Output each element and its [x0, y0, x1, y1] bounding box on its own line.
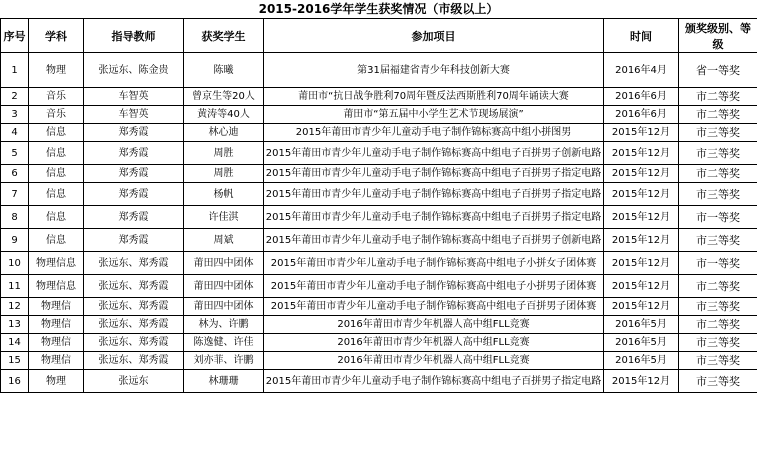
cell-project: 2015年莆田市青少年儿童动手电子制作锦标赛高中组电子百拼男子指定电路	[264, 206, 604, 229]
cell-no: 6	[1, 165, 29, 183]
cell-subject: 物理	[29, 370, 84, 393]
cell-subject: 物理信息	[29, 252, 84, 275]
header-student: 获奖学生	[184, 19, 264, 53]
header-no: 序号	[1, 19, 29, 53]
cell-time: 2015年12月	[604, 252, 679, 275]
cell-time: 2015年12月	[604, 142, 679, 165]
cell-award: 市二等奖	[679, 106, 757, 124]
table-row	[1, 88, 757, 106]
table-row	[1, 229, 757, 252]
cell-project: 第31届福建省青少年科技创新大赛	[264, 53, 604, 88]
cell-award: 市二等奖	[679, 275, 757, 298]
cell-award: 市三等奖	[679, 229, 757, 252]
cell-time: 2016年6月	[604, 106, 679, 124]
cell-time: 2016年5月	[604, 352, 679, 370]
table-row	[1, 352, 757, 370]
table-row	[1, 275, 757, 298]
cell-student: 莆田四中团体	[184, 298, 264, 316]
cell-project: 莆田市“第五届中小学生艺术节现场展演”	[264, 106, 604, 124]
cell-time: 2015年12月	[604, 124, 679, 142]
cell-student: 周斌	[184, 229, 264, 252]
cell-teacher: 郑秀霞	[84, 206, 184, 229]
cell-teacher: 张远东、郑秀霞	[84, 252, 184, 275]
cell-project: 2016年莆田市青少年机器人高中组FLL竞赛	[264, 334, 604, 352]
cell-subject: 信息	[29, 124, 84, 142]
header-project: 参加项目	[264, 19, 604, 53]
cell-time: 2015年12月	[604, 370, 679, 393]
cell-teacher: 郑秀霞	[84, 165, 184, 183]
cell-time: 2015年12月	[604, 298, 679, 316]
cell-teacher: 郑秀霞	[84, 142, 184, 165]
cell-no: 9	[1, 229, 29, 252]
cell-student: 林为、许鹏	[184, 316, 264, 334]
cell-project: 2016年莆田市青少年机器人高中组FLL竞赛	[264, 352, 604, 370]
cell-award: 市一等奖	[679, 252, 757, 275]
cell-award: 市二等奖	[679, 88, 757, 106]
table-row	[1, 165, 757, 183]
cell-teacher: 张远东、郑秀霞	[84, 352, 184, 370]
table-row	[1, 142, 757, 165]
cell-no: 15	[1, 352, 29, 370]
cell-no: 7	[1, 183, 29, 206]
cell-no: 16	[1, 370, 29, 393]
cell-student: 许佳淇	[184, 206, 264, 229]
cell-project: 2015年莆田市青少年儿童动手电子制作锦标赛高中组电子百拼男子指定电路	[264, 370, 604, 393]
cell-award: 省一等奖	[679, 53, 757, 88]
cell-time: 2015年12月	[604, 206, 679, 229]
cell-subject: 信息	[29, 229, 84, 252]
cell-subject: 音乐	[29, 106, 84, 124]
cell-student: 莆田四中团体	[184, 252, 264, 275]
cell-student: 林珊珊	[184, 370, 264, 393]
awards-table	[0, 18, 757, 393]
cell-teacher: 郑秀霞	[84, 183, 184, 206]
cell-no: 11	[1, 275, 29, 298]
table-row	[1, 206, 757, 229]
table-row	[1, 316, 757, 334]
cell-teacher: 张远东、郑秀霞	[84, 298, 184, 316]
cell-project: 2015年莆田市青少年儿童动手电子制作锦标赛高中组电子百拼男子指定电路	[264, 183, 604, 206]
cell-time: 2015年12月	[604, 165, 679, 183]
header-subject: 学科	[29, 19, 84, 53]
cell-teacher: 郑秀霞	[84, 229, 184, 252]
cell-no: 12	[1, 298, 29, 316]
header-time: 时间	[604, 19, 679, 53]
table-row	[1, 124, 757, 142]
cell-award: 市三等奖	[679, 334, 757, 352]
table-row	[1, 183, 757, 206]
cell-teacher: 张远东、郑秀霞	[84, 275, 184, 298]
cell-award: 市三等奖	[679, 352, 757, 370]
cell-no: 2	[1, 88, 29, 106]
cell-no: 14	[1, 334, 29, 352]
cell-student: 陈曦	[184, 53, 264, 88]
cell-no: 3	[1, 106, 29, 124]
cell-student: 周胜	[184, 165, 264, 183]
cell-award: 市三等奖	[679, 183, 757, 206]
cell-teacher: 张远东、郑秀霞	[84, 316, 184, 334]
cell-subject: 物理信息	[29, 275, 84, 298]
cell-project: 2015年莆田市青少年儿童动手电子制作锦标赛高中组电子百拼男子指定电路	[264, 165, 604, 183]
cell-time: 2016年4月	[604, 53, 679, 88]
cell-project: 2015年莆田市青少年儿童动手电子制作锦标赛高中组电子小拼女子团体赛	[264, 252, 604, 275]
table-row	[1, 106, 757, 124]
cell-teacher: 车智英	[84, 106, 184, 124]
cell-award: 市二等奖	[679, 316, 757, 334]
cell-subject: 信息	[29, 142, 84, 165]
cell-student: 陈逸健、许佳	[184, 334, 264, 352]
cell-project: 2016年莆田市青少年机器人高中组FLL竞赛	[264, 316, 604, 334]
cell-project: 2015年莆田市青少年儿童动手电子制作锦标赛高中组电子百拼男子团体赛	[264, 298, 604, 316]
cell-award: 市三等奖	[679, 124, 757, 142]
cell-teacher: 郑秀霞	[84, 124, 184, 142]
cell-time: 2016年5月	[604, 334, 679, 352]
cell-no: 13	[1, 316, 29, 334]
cell-teacher: 车智英	[84, 88, 184, 106]
cell-no: 5	[1, 142, 29, 165]
cell-subject: 信息	[29, 206, 84, 229]
table-row	[1, 370, 757, 393]
cell-time: 2016年5月	[604, 316, 679, 334]
cell-no: 8	[1, 206, 29, 229]
cell-teacher: 张远东	[84, 370, 184, 393]
cell-subject: 音乐	[29, 88, 84, 106]
cell-award: 市一等奖	[679, 206, 757, 229]
cell-project: 2015年莆田市青少年儿童动手电子制作锦标赛高中组电子百拼男子创新电路	[264, 229, 604, 252]
cell-award: 市三等奖	[679, 298, 757, 316]
cell-award: 市三等奖	[679, 370, 757, 393]
cell-subject: 信息	[29, 165, 84, 183]
document-title: 2015-2016学年学生获奖情况（市级以上）	[258, 2, 499, 16]
table-row	[1, 53, 757, 88]
cell-subject: 物理信	[29, 352, 84, 370]
cell-project: 2015年莆田市青少年儿童动手电子制作锦标赛高中组电子小拼男子团体赛	[264, 275, 604, 298]
cell-teacher: 张远东、陈金贵	[84, 53, 184, 88]
cell-student: 林心迪	[184, 124, 264, 142]
cell-time: 2015年12月	[604, 229, 679, 252]
table-row	[1, 298, 757, 316]
cell-student: 莆田四中团体	[184, 275, 264, 298]
header-row	[1, 19, 757, 53]
cell-teacher: 张远东、郑秀霞	[84, 334, 184, 352]
cell-award: 市三等奖	[679, 142, 757, 165]
cell-student: 周胜	[184, 142, 264, 165]
table-row	[1, 252, 757, 275]
cell-subject: 信息	[29, 183, 84, 206]
cell-student: 曾京生等20人	[184, 88, 264, 106]
cell-no: 1	[1, 53, 29, 88]
cell-time: 2016年6月	[604, 88, 679, 106]
header-award: 颁奖级别、等级	[679, 19, 757, 53]
header-teacher: 指导教师	[84, 19, 184, 53]
cell-student: 刘亦菲、许鹏	[184, 352, 264, 370]
cell-student: 黄涛等40人	[184, 106, 264, 124]
cell-no: 4	[1, 124, 29, 142]
table-row	[1, 334, 757, 352]
cell-project: 2015年莆田市青少年儿童动手电子制作锦标赛高中组电子百拼男子创新电路	[264, 142, 604, 165]
cell-award: 市二等奖	[679, 165, 757, 183]
cell-time: 2015年12月	[604, 275, 679, 298]
cell-student: 杨帆	[184, 183, 264, 206]
cell-no: 10	[1, 252, 29, 275]
cell-project: 2015年莆田市青少年儿童动手电子制作锦标赛高中组小拼图男	[264, 124, 604, 142]
cell-subject: 物理信	[29, 298, 84, 316]
cell-subject: 物理信	[29, 334, 84, 352]
cell-subject: 物理	[29, 53, 84, 88]
cell-subject: 物理信	[29, 316, 84, 334]
cell-project: 莆田市“抗日战争胜利70周年暨反法西斯胜利70周年诵读大赛	[264, 88, 604, 106]
cell-time: 2015年12月	[604, 183, 679, 206]
